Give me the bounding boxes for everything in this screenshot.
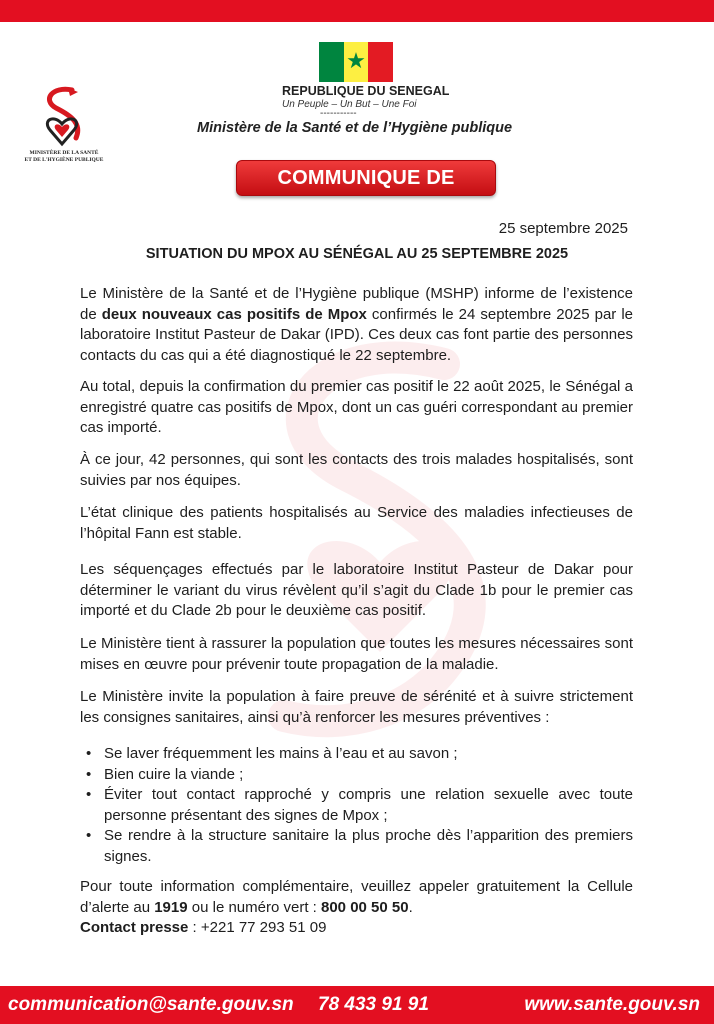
header-separator: ----------- (320, 108, 357, 119)
paragraph-contact: Pour toute information complémentaire, veuillez appeler gratuitement la Cellule d’alerte au 1919 ou le numéro vert : 800 00 50 50. Contact presse : +221 77 293 51 09 (80, 878, 633, 936)
republic-name: REPUBLIQUE DU SENEGAL (282, 84, 450, 98)
senegal-flag-icon: ★ (319, 42, 393, 82)
list-item: • Se laver fréquemment les mains à l’eau et au savon ; (80, 744, 633, 765)
list-item: • Se rendre à la structure sanitaire la plus proche dès l’apparition des premiers signes. (80, 826, 633, 867)
ministry-logo-icon (28, 84, 96, 156)
contact-phone: : +221 77 293 51 09 (188, 919, 327, 936)
preventive-measures-list (80, 744, 633, 867)
document-title: SITUATION DU MPOX AU SÉNÉGAL AU 25 SEPTEMBRE 2025 (145, 246, 569, 262)
highlight-new-cases: deux nouveaux cas positifs de Mpox (101, 305, 367, 323)
footer-email: communication@sante.gouv.sn (8, 994, 294, 1015)
footer-website: www.sante.gouv.sn (524, 994, 700, 1015)
press-release-banner (236, 160, 496, 223)
paragraph-3: À ce jour, 42 personnes, qui sont les contacts des trois malades hospitalisés, sont suivies par nos équipes. (80, 451, 633, 489)
green-number: 800 00 50 50 (321, 898, 409, 916)
footer-phone: 78 433 91 91 (318, 994, 429, 1015)
press-release-label: COMMUNIQUE DE PRESSE (277, 167, 455, 223)
ministry-name: Ministère de la Santé et de l’Hygiène publique (197, 120, 513, 136)
alert-number: 1919 (154, 898, 188, 916)
paragraph-4: L’état clinique des patients hospitalisés au Service des maladies infectieuses de l’hôpital Fann est stable. (80, 504, 633, 542)
paragraph-1: Le Ministère de la Santé et de l’Hygiène publique (MSHP) informe de l’existence de deux nouveaux cas positifs de Mpox confirmés le 24 septembre 2025 par le laboratoire Institut Pasteur de Dakar (IPD). Ces deux cas font partie des personnes contacts du cas qui a été diagnostiqué le 22 septembre. (80, 285, 633, 364)
logo-caption: MINISTÈRE DE LA SANTÉ ET DE L'HYGIÈNE PUBLIQUE (24, 150, 104, 163)
document-date: 25 septembre 2025 (498, 220, 628, 237)
list-item: • Bien cuire la viande ; (80, 765, 633, 786)
contact-label: Contact presse (80, 919, 189, 936)
list-item: • Éviter tout contact rapproché y compris une relation sexuelle avec toute personne présentant des signes de Mpox ; (80, 785, 633, 826)
footer-bar (0, 986, 714, 1024)
paragraph-5: Les séquençages effectués par le laboratoire Institut Pasteur de Dakar pour déterminer le variant du virus révèlent qu’il s’agit du Clade 1b pour le premier cas importé et du Clade 2b pour le deuxième cas positif. (80, 561, 633, 619)
paragraph-6: Le Ministère tient à rassurer la population que toutes les mesures nécessaires sont mises en œuvre pour prévenir toute propagation de la maladie. (80, 635, 633, 673)
paragraph-7: Le Ministère invite la population à faire preuve de sérénité et à suivre strictement les consignes sanitaires, ainsi qu’à renforcer les mesures préventives : (80, 688, 633, 726)
national-motto: Un Peuple – Un But – Une Foi (282, 99, 417, 110)
paragraph-2: Au total, depuis la confirmation du premier cas positif le 22 août 2025, le Sénégal a enregistré quatre cas positifs de Mpox, dont un cas guéri correspondant au premier cas importé. (80, 378, 633, 436)
top-red-bar (0, 0, 714, 22)
